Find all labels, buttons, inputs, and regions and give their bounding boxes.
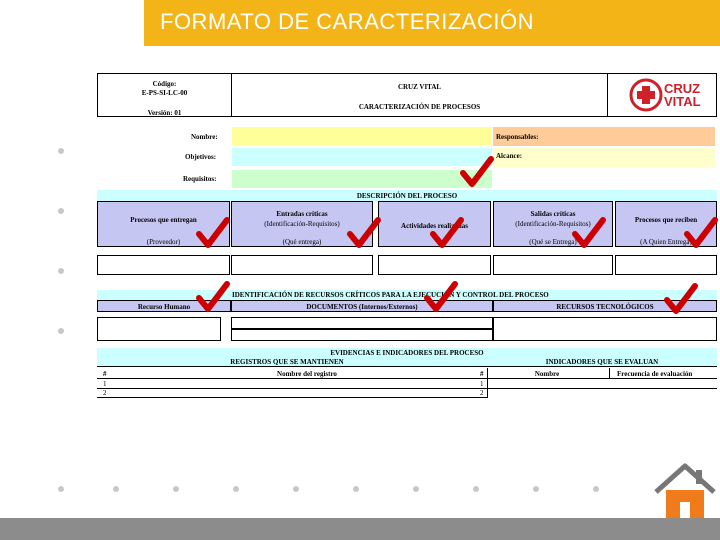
evidencias-subheader (97, 357, 717, 367)
row-num: 1 (480, 380, 484, 388)
decor-dot (173, 486, 179, 492)
slide-title: FORMATO DE CARACTERIZACIÓN (160, 9, 534, 34)
descripcion-title: DESCRIPCIÓN DEL PROCESO (356, 192, 458, 200)
cruz-vital-logo (608, 74, 716, 116)
col4-sub2: (Qué se Entrega) (529, 238, 577, 246)
home-icon[interactable] (652, 462, 718, 522)
doc-code-cell (97, 73, 232, 117)
col3-title: Actividades realizadas (401, 222, 468, 230)
doc-code-label: Código: (152, 80, 177, 88)
desc-entry-cell[interactable] (231, 255, 373, 275)
doc-title: CARACTERIZACIÓN DE PROCESOS (358, 103, 481, 111)
desc-entry-cell[interactable] (378, 255, 491, 275)
requisitos-field[interactable] (232, 170, 492, 188)
requisitos-label: Requisitos: (183, 175, 217, 183)
evidencias-table (97, 368, 717, 398)
bottom-bar (0, 518, 720, 540)
recursos-entry-cell[interactable] (493, 317, 717, 341)
decor-dot (58, 486, 64, 492)
nombre-col: Nombre (534, 370, 560, 378)
decor-dot (473, 486, 479, 492)
recursos-title: IDENTIFICACIÓN DE RECURSOS CRÍTICOS PARA LA EJECUCIÓN Y CONTROL DEL PROCESO (232, 291, 549, 299)
responsables-field[interactable] (493, 127, 715, 146)
decor-dot (413, 486, 419, 492)
recursos-entry-cell[interactable] (97, 317, 221, 341)
row-num: 2 (103, 389, 107, 397)
decor-dot (58, 268, 64, 274)
recursos-entry-cell[interactable] (231, 329, 493, 341)
objetivos-field[interactable] (232, 148, 492, 166)
hash-col-right: # (480, 370, 484, 378)
col2-sub1: (Identificación-Requisitos) (264, 220, 340, 228)
col4-sub1: (Identificación-Requisitos) (515, 220, 591, 228)
check-icon (684, 216, 718, 250)
check-icon (196, 280, 230, 314)
col5-title: Procesos que reciben (634, 216, 698, 224)
decor-dot (58, 328, 64, 334)
decor-dot (533, 486, 539, 492)
col5-sub: (A Quien Entrega) (640, 238, 692, 246)
objetivos-label: Objetivos: (185, 153, 217, 161)
frecuencia-col: Frecuencia de evaluación (617, 370, 693, 378)
evidencias-header (97, 348, 717, 357)
evidencias-title: EVIDENCIAS E INDICADORES DEL PROCESO (330, 349, 484, 357)
check-icon (347, 216, 381, 250)
nombre-registro-col: Nombre del registro (277, 370, 337, 378)
decor-dot (113, 486, 119, 492)
title-bar (144, 0, 720, 46)
logo-line2: VITAL (664, 94, 701, 109)
check-icon (430, 216, 464, 250)
check-icon (460, 155, 494, 189)
decor-dot (353, 486, 359, 492)
responsables-label: Responsables: (496, 133, 539, 141)
recursos-entry-cell[interactable] (231, 317, 493, 329)
row-num: 2 (480, 389, 484, 397)
col2-sub2: (Qué entrega) (282, 238, 322, 246)
desc-entry-cell[interactable] (493, 255, 613, 275)
col1-title: Procesos que entregan (130, 216, 197, 224)
decor-dot (593, 486, 599, 492)
doc-title-cell (231, 73, 608, 117)
nombre-field[interactable] (232, 127, 492, 145)
col4-title: Salidas críticas (530, 210, 576, 218)
alcance-field[interactable] (493, 148, 715, 168)
caracterizacion-form (97, 73, 717, 403)
check-icon (196, 216, 230, 250)
check-icon (664, 282, 698, 316)
registros-title: REGISTROS QUE SE MANTIENEN (230, 358, 344, 366)
recursos-header (97, 290, 717, 300)
col1-sub: (Proveedor) (146, 238, 181, 246)
doc-code-value: E-PS-SI-LC-00 (141, 89, 188, 97)
check-icon (572, 216, 606, 250)
row-num: 1 (103, 380, 107, 388)
decor-dot (58, 148, 64, 154)
decor-dot (293, 486, 299, 492)
decor-dot (233, 486, 239, 492)
recursos-col2: DOCUMENTOS (Internos/Externos) (306, 303, 418, 311)
recursos-col3: RECURSOS TECNOLÓGICOS (556, 303, 654, 311)
doc-version: Versión: 01 (147, 109, 182, 117)
hash-col-left: # (103, 370, 107, 378)
desc-entry-cell[interactable] (97, 255, 230, 275)
desc-entry-cell[interactable] (615, 255, 717, 275)
recursos-col1: Recurso Humano (137, 303, 191, 311)
alcance-label: Alcance: (496, 152, 523, 160)
indicadores-title: INDICADORES QUE SE EVALUAN (545, 358, 659, 366)
col2-title: Entradas críticas (276, 210, 328, 218)
decor-dot (58, 208, 64, 214)
check-icon (424, 280, 458, 314)
nombre-label: Nombre: (191, 133, 218, 141)
descripcion-header (97, 190, 717, 201)
company-name: CRUZ VITAL (397, 83, 442, 91)
logo-cell (607, 73, 717, 117)
logo-line1: CRUZ (664, 81, 701, 96)
